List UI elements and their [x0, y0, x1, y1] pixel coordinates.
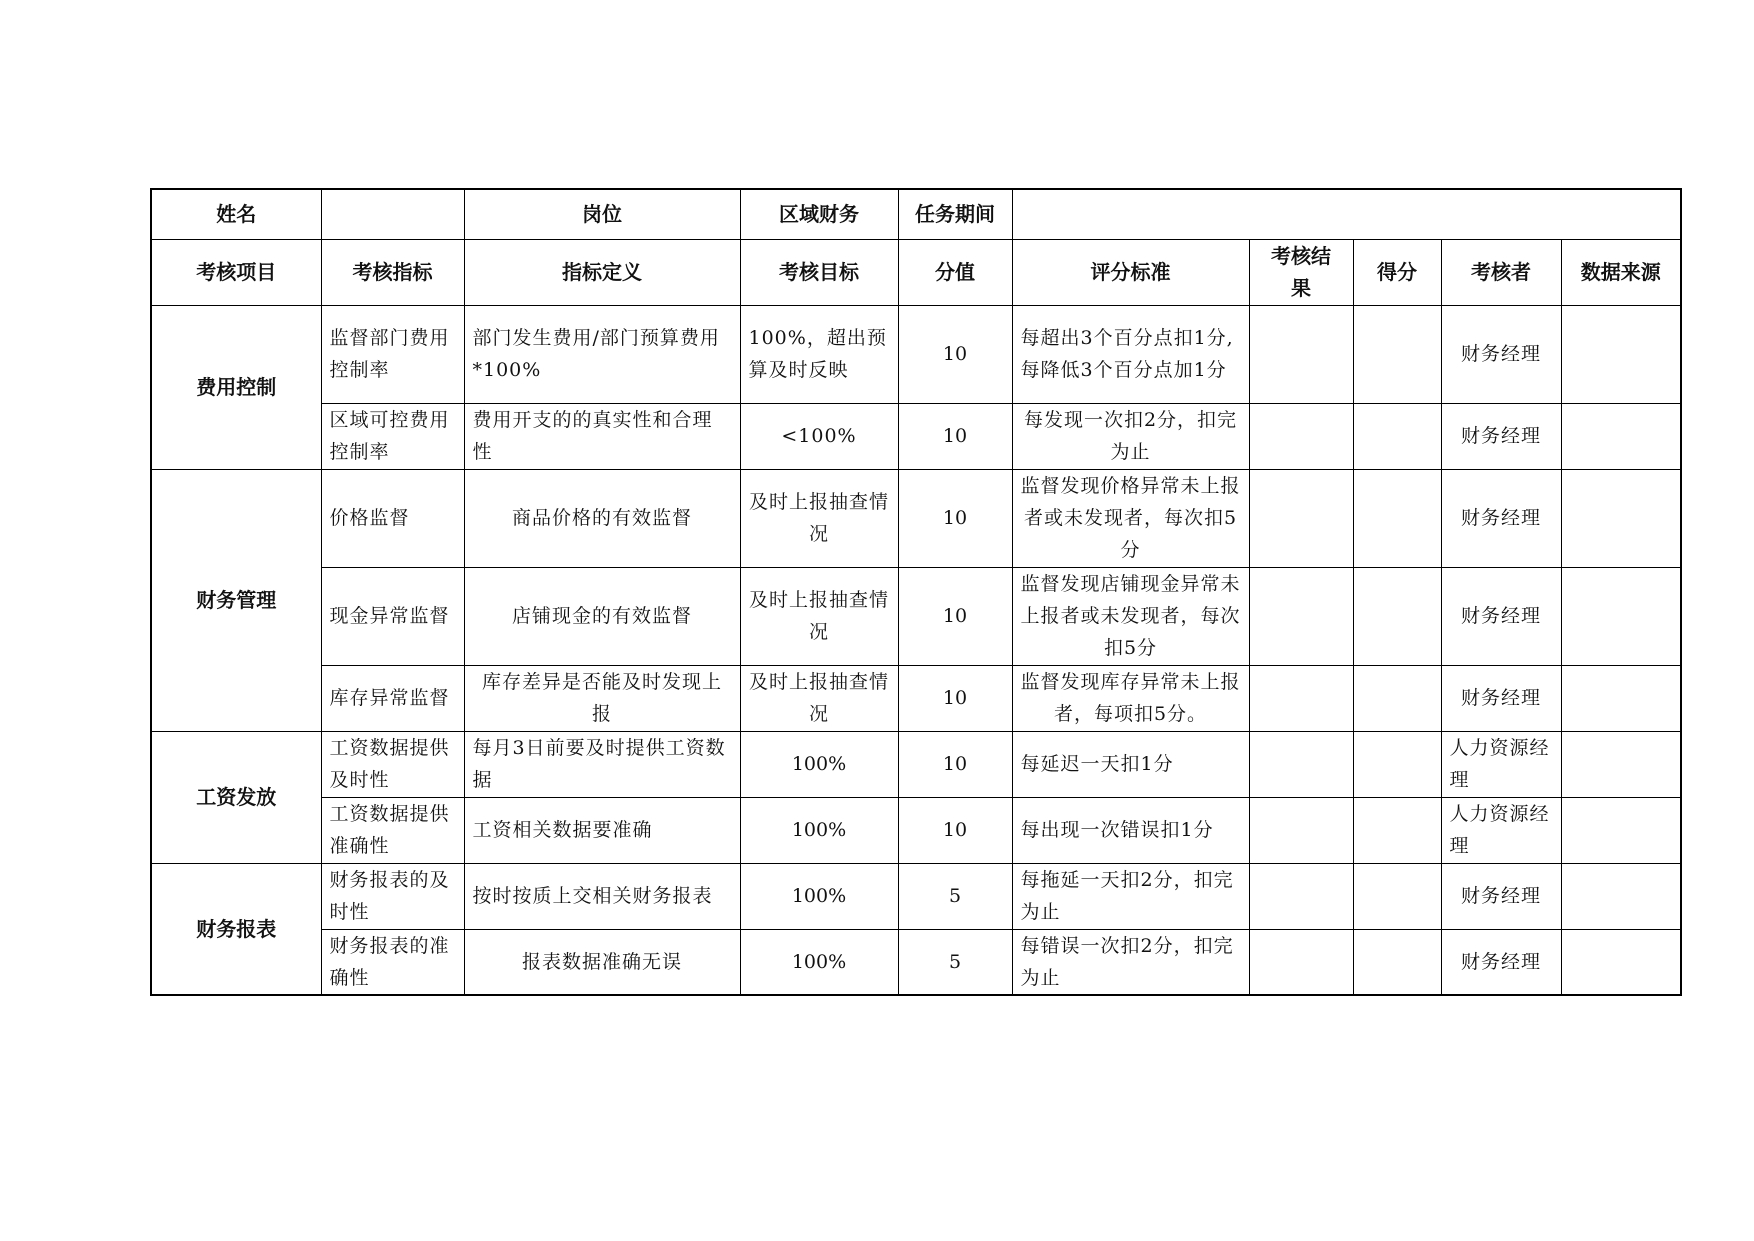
score-cell: 10 [898, 665, 1012, 731]
points-cell[interactable] [1353, 403, 1441, 469]
table-row [151, 797, 1681, 863]
table-row [151, 929, 1681, 995]
target-cell: 100%，超出预算及时反映 [740, 305, 898, 403]
assessor-cell: 人力资源经理 [1441, 797, 1561, 863]
target-cell: 及时上报抽查情况 [740, 469, 898, 567]
name-label: 姓名 [151, 189, 321, 239]
indicator-cell: 监督部门费用控制率 [321, 305, 464, 403]
column-header: 得分 [1353, 239, 1441, 305]
column-header: 考核指标 [321, 239, 464, 305]
criteria-cell: 每出现一次错误扣1分 [1012, 797, 1249, 863]
result-cell[interactable] [1249, 305, 1353, 403]
definition-cell: 工资相关数据要准确 [464, 797, 740, 863]
column-header: 考核项目 [151, 239, 321, 305]
indicator-cell: 价格监督 [321, 469, 464, 567]
indicator-cell: 现金异常监督 [321, 567, 464, 665]
source-cell[interactable] [1561, 797, 1681, 863]
target-cell: 100% [740, 863, 898, 929]
criteria-cell: 监督发现价格异常未上报者或未发现者，每次扣5分 [1012, 469, 1249, 567]
column-header: 分值 [898, 239, 1012, 305]
points-cell[interactable] [1353, 797, 1441, 863]
assessor-cell: 财务经理 [1441, 665, 1561, 731]
target-cell: <100% [740, 403, 898, 469]
indicator-cell: 工资数据提供准确性 [321, 797, 464, 863]
assessor-cell: 财务经理 [1441, 469, 1561, 567]
source-cell[interactable] [1561, 863, 1681, 929]
info-row [151, 189, 1681, 239]
points-cell[interactable] [1353, 469, 1441, 567]
assessor-cell: 财务经理 [1441, 305, 1561, 403]
result-cell[interactable] [1249, 731, 1353, 797]
target-cell: 及时上报抽查情况 [740, 567, 898, 665]
column-header: 考核结果 [1249, 239, 1353, 305]
definition-cell: 店铺现金的有效监督 [464, 567, 740, 665]
result-cell[interactable] [1249, 469, 1353, 567]
position-label: 岗位 [464, 189, 740, 239]
result-cell[interactable] [1249, 863, 1353, 929]
kpi-assessment-table [150, 188, 1682, 996]
target-cell: 100% [740, 731, 898, 797]
table-row [151, 567, 1681, 665]
period-value[interactable] [1012, 189, 1681, 239]
definition-cell: 每月3日前要及时提供工资数据 [464, 731, 740, 797]
points-cell[interactable] [1353, 665, 1441, 731]
assessor-cell: 人力资源经理 [1441, 731, 1561, 797]
column-header: 评分标准 [1012, 239, 1249, 305]
points-cell[interactable] [1353, 567, 1441, 665]
definition-cell: 报表数据准确无误 [464, 929, 740, 995]
criteria-cell: 监督发现店铺现金异常未上报者或未发现者，每次扣5分 [1012, 567, 1249, 665]
period-label: 任务期间 [898, 189, 1012, 239]
source-cell[interactable] [1561, 665, 1681, 731]
column-header: 考核者 [1441, 239, 1561, 305]
score-cell: 10 [898, 567, 1012, 665]
name-value[interactable] [321, 189, 464, 239]
definition-cell: 商品价格的有效监督 [464, 469, 740, 567]
source-cell[interactable] [1561, 469, 1681, 567]
assessor-cell: 财务经理 [1441, 567, 1561, 665]
definition-cell: 按时按质上交相关财务报表 [464, 863, 740, 929]
indicator-cell: 库存异常监督 [321, 665, 464, 731]
indicator-cell: 工资数据提供及时性 [321, 731, 464, 797]
category-cell: 费用控制 [151, 305, 321, 469]
result-cell[interactable] [1249, 929, 1353, 995]
target-cell: 及时上报抽查情况 [740, 665, 898, 731]
criteria-cell: 每超出3个百分点扣1分,每降低3个百分点加1分 [1012, 305, 1249, 403]
indicator-cell: 财务报表的准确性 [321, 929, 464, 995]
column-header: 指标定义 [464, 239, 740, 305]
points-cell[interactable] [1353, 929, 1441, 995]
table-row [151, 863, 1681, 929]
criteria-cell: 每拖延一天扣2分，扣完为止 [1012, 863, 1249, 929]
source-cell[interactable] [1561, 731, 1681, 797]
score-cell: 10 [898, 797, 1012, 863]
points-cell[interactable] [1353, 731, 1441, 797]
table-row [151, 665, 1681, 731]
score-cell: 5 [898, 863, 1012, 929]
score-cell: 5 [898, 929, 1012, 995]
result-cell[interactable] [1249, 567, 1353, 665]
assessor-cell: 财务经理 [1441, 863, 1561, 929]
criteria-cell: 每错误一次扣2分，扣完为止 [1012, 929, 1249, 995]
table-row [151, 731, 1681, 797]
points-cell[interactable] [1353, 863, 1441, 929]
category-cell: 财务管理 [151, 469, 321, 731]
score-cell: 10 [898, 469, 1012, 567]
source-cell[interactable] [1561, 929, 1681, 995]
definition-cell: 库存差异是否能及时发现上报 [464, 665, 740, 731]
source-cell[interactable] [1561, 305, 1681, 403]
score-cell: 10 [898, 731, 1012, 797]
indicator-cell: 财务报表的及时性 [321, 863, 464, 929]
target-cell: 100% [740, 929, 898, 995]
criteria-cell: 每发现一次扣2分，扣完为止 [1012, 403, 1249, 469]
target-cell: 100% [740, 797, 898, 863]
points-cell[interactable] [1353, 305, 1441, 403]
category-cell: 财务报表 [151, 863, 321, 995]
table-row [151, 305, 1681, 403]
assessor-cell: 财务经理 [1441, 403, 1561, 469]
result-cell[interactable] [1249, 665, 1353, 731]
criteria-cell: 监督发现库存异常未上报者，每项扣5分。 [1012, 665, 1249, 731]
assessor-cell: 财务经理 [1441, 929, 1561, 995]
position-value: 区域财务 [740, 189, 898, 239]
source-cell[interactable] [1561, 403, 1681, 469]
criteria-cell: 每延迟一天扣1分 [1012, 731, 1249, 797]
indicator-cell: 区域可控费用控制率 [321, 403, 464, 469]
table-row [151, 469, 1681, 567]
result-cell[interactable] [1249, 797, 1353, 863]
definition-cell: 部门发生费用/部门预算费用*100% [464, 305, 740, 403]
source-cell[interactable] [1561, 567, 1681, 665]
score-cell: 10 [898, 403, 1012, 469]
column-header: 数据来源 [1561, 239, 1681, 305]
column-header-row [151, 239, 1681, 305]
column-header: 考核目标 [740, 239, 898, 305]
table-row [151, 403, 1681, 469]
score-cell: 10 [898, 305, 1012, 403]
result-cell[interactable] [1249, 403, 1353, 469]
definition-cell: 费用开支的的真实性和合理性 [464, 403, 740, 469]
category-cell: 工资发放 [151, 731, 321, 863]
